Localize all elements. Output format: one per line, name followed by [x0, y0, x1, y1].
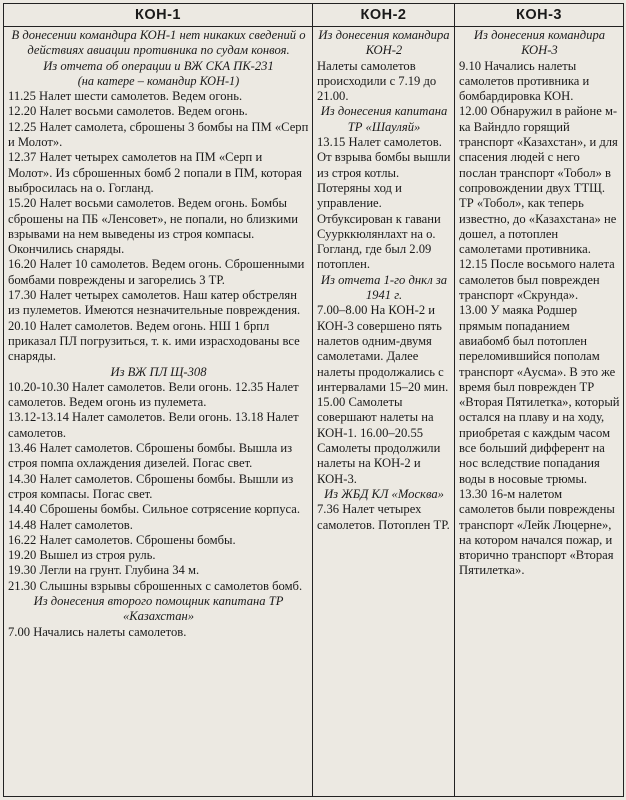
header-kon-2: КОН-2	[313, 4, 455, 27]
source-caption: Из донесения второго помощник капитана ТР «Казахстан»	[33, 593, 284, 624]
source-caption: Из отчета об операции и ВЖ СКА ПК-231	[43, 58, 274, 73]
log-entry: 19.30 Легли на грунт. Глубина 34 м.	[8, 563, 200, 578]
source-caption: Из донесения капитана ТР «Шауляй»	[320, 104, 448, 134]
log-entry: 17.30 Налет четырех самолетов. Наш катер обстрелян из пулеметов. Имеются незначительные повреждения.	[8, 288, 301, 318]
log-entry: 13.15 Налет самолетов. От взрыва бомбы вышли из строя котлы. Потеряны ход и управление. Отбуксирован к гавани Суурккюлянлахт на о. Гогланд, где был 2.09 потоплен.	[317, 135, 451, 272]
source-caption: Из донесения командира КОН-2	[318, 28, 450, 58]
source-caption: (на катере – командир КОН-1)	[77, 73, 240, 88]
log-entry: 16.20 Налет 10 самолетов. Ведем огонь. Сброшенными бомбами повреждены и загорелись 3 ТР.	[8, 257, 305, 287]
log-entry: Налеты самолетов происходили с 7.19 до 21.00.	[317, 58, 437, 104]
header-kon-1: КОН-1	[4, 4, 313, 27]
log-entry: 11.25 Налет шести самолетов. Ведем огонь.	[8, 89, 243, 104]
column-kon-3	[455, 27, 624, 797]
log-entry: 10.20-10.30 Налет самолетов. Вели огонь. 12.35 Налет самолетов. Ведем огонь из пулемета.	[8, 379, 299, 410]
log-entry: 12.00 Обнаружил в районе м-ка Вайндло горящий транспорт «Казахстан», и для спасения людей с него послан транспорт «Тобол» в сопровождении двух ТТЩ. ТР «Тобол», как теперь известно, до «Казахстана» не дошел, а потоплен самолетами противника.	[459, 104, 618, 257]
log-entry: 13.12-13.14 Налет самолетов. Вели огонь. 13.18 Налет самолетов.	[8, 410, 299, 440]
log-entry: 21.30 Слышны взрывы сброшенных с самолетов бомб.	[8, 578, 303, 593]
log-entry: 14.40 Сброшены бомбы. Сильное сотрясение корпуса.	[8, 502, 300, 517]
log-entry: 15.00 Самолеты совершают налеты на КОН-1. 16.00–20.55 Самолеты продолжили налеты на КОН-2 и КОН-3.	[317, 395, 441, 486]
source-caption: Из ЖБД КЛ «Москва»	[324, 486, 444, 501]
log-entry: 13.46 Налет самолетов. Сброшены бомбы. Вышла из строя помпа охлаждения дизелей. Погас свет.	[8, 441, 293, 471]
log-entry: 14.48 Налет самолетов.	[8, 517, 133, 532]
header-row	[4, 4, 624, 27]
log-entry: 7.36 Налет четырех самолетов. Потоплен ТР.	[317, 502, 450, 532]
log-entry: 14.30 Налет самолетов. Сброшены бомбы. Вышли из строя компасы. Погас свет.	[8, 471, 294, 501]
log-entry: 15.20 Налет восьми самолетов. Ведем огонь. Бомбы сброшены на ПБ «Ленсовет», не попали, но близкими взрывами на нем выведены из строя компасы. Окончились снаряды.	[8, 196, 298, 257]
log-entry: 7.00 Начались налеты самолетов.	[8, 624, 187, 639]
source-caption: Из отчета 1-го днкл за 1941 г.	[320, 272, 448, 303]
body-row	[4, 27, 624, 797]
log-entry: 7.00–8.00 На КОН-2 и КОН-3 совершено пять налетов одним-двумя самолетами. Далее налеты продолжались с интервалами 15–20 мин.	[317, 303, 449, 394]
source-caption: Из донесения командира КОН-3	[473, 28, 606, 58]
log-entry: 12.20 Налет восьми самолетов. Ведем огонь.	[8, 104, 248, 119]
source-caption: Из ВЖ ПЛ Щ-308	[110, 364, 207, 379]
column-kon-1	[4, 27, 313, 797]
log-entry: 12.25 Налет самолета, сброшены 3 бомбы на ПМ «Серп и Молот».	[8, 119, 309, 150]
convoy-comparison-table	[3, 3, 624, 797]
column-kon-2	[313, 27, 455, 797]
log-entry: 9.10 Начались налеты самолетов противника и бомбардировка КОН.	[459, 58, 590, 104]
header-kon-3: КОН-3	[455, 4, 624, 27]
log-entry: 13.00 У маяка Родшер прямым попаданием авиабомб был потоплен переломившийся пополам транспорт «Аусма». В это же время был поврежден ТР «Вторая Пятилетка», который остался на плаву и на ходу, приобретая с каждым часом все больший дифферент на нос вследствие попадания воды в носовые трюмы.	[459, 303, 620, 486]
log-entry: 16.22 Налет самолетов. Сброшены бомбы.	[8, 532, 236, 547]
log-entry: 13.30 16-м налетом самолетов были повреждены транспорт «Лейк Люцерне», на котором начался пожар, и вторично транспорт «Вторая Пятилетка».	[459, 486, 615, 578]
log-entry: 12.15 После восьмого налета самолетов был поврежден транспорт «Скрунда».	[459, 257, 615, 303]
log-entry: 19.20 Вышел из строя руль.	[8, 548, 156, 563]
log-entry: 12.37 Налет четырех самолетов на ПМ «Серп и Молот». Из сброшенных бомб 2 попали в ПМ, которая выбросилась на о. Гогланд.	[8, 150, 302, 195]
log-entry: 20.10 Налет самолетов. Ведем огонь. НШ 1 брпл приказал ПЛ погрузиться, т. к. ими израсходованы все снаряды.	[8, 318, 300, 364]
source-caption: В донесении командира КОН-1 нет никаких сведений о действиях авиации противника по судам конвоя.	[11, 28, 306, 58]
